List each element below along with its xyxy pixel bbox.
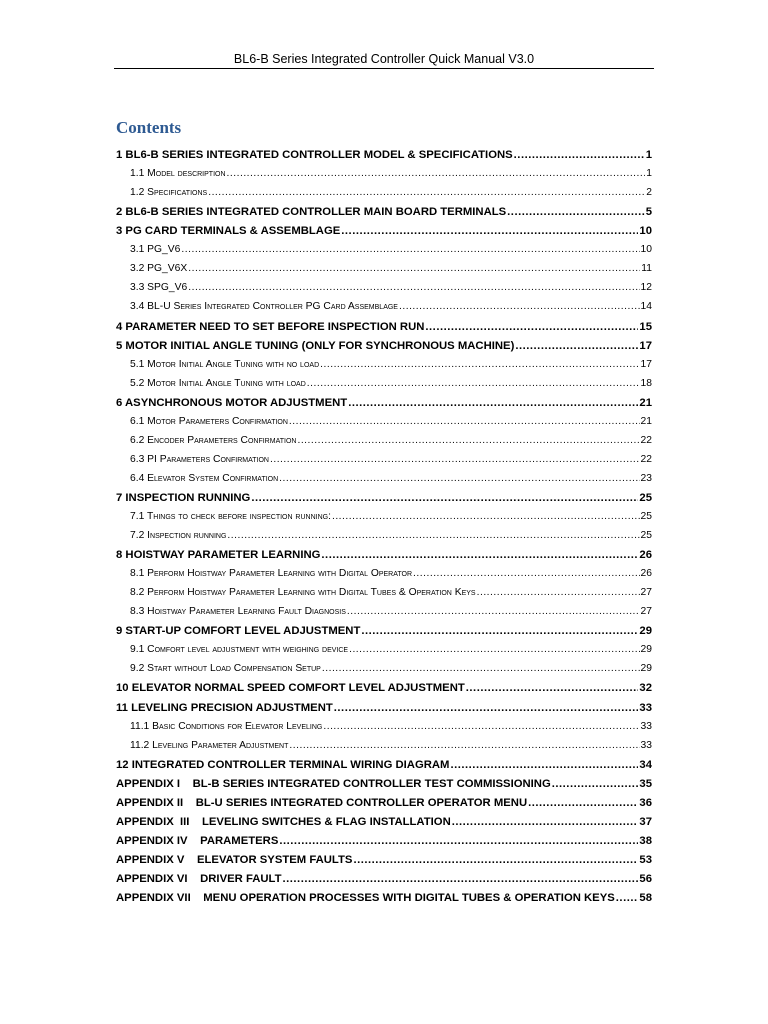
toc-section-entry[interactable]: [130, 359, 652, 377]
toc-page-number: 29: [639, 625, 652, 638]
toc-page-number: 27: [640, 587, 652, 599]
toc-dot-leader: [477, 587, 640, 598]
toc-entry-title: 3 PG CARD TERMINALS & ASSEMBLAGE: [116, 225, 341, 238]
toc-section-entry[interactable]: [130, 568, 652, 586]
toc-dot-leader: [341, 225, 638, 237]
toc-page-number: 21: [639, 396, 652, 409]
toc-entry-title: 8.1 Perform Hoistway Parameter Learning with Digital Operator: [130, 568, 413, 580]
toc-page-number: 10: [639, 225, 652, 238]
toc-page-number: 26: [640, 568, 652, 580]
toc-entry-title: APPENDIX IV PARAMETERS: [116, 834, 279, 847]
toc-chapter-entry[interactable]: [116, 206, 652, 224]
toc-section-entry[interactable]: [130, 244, 652, 262]
toc-chapter-entry[interactable]: [116, 492, 652, 510]
toc-page-number: 35: [639, 777, 652, 790]
toc-page-number: 18: [640, 377, 652, 389]
toc-page-number: 34: [639, 758, 652, 771]
toc-dot-leader: [450, 759, 638, 771]
toc-page-number: 37: [639, 815, 652, 828]
toc-page-number: 29: [640, 644, 652, 656]
toc-section-entry[interactable]: [130, 263, 652, 281]
toc-entry-title: 12 INTEGRATED CONTROLLER TERMINAL WIRING DIAGRAM: [116, 758, 450, 771]
toc-dot-leader: [297, 435, 639, 446]
toc-section-entry[interactable]: [130, 168, 652, 186]
toc-page-number: 26: [639, 549, 652, 561]
toc-dot-leader: [320, 359, 639, 370]
toc-entry-title: 11.2 Leveling Parameter Adjustment: [130, 739, 289, 751]
toc-page-number: 23: [640, 472, 652, 484]
toc-dot-leader: [289, 740, 639, 751]
toc-dot-leader: [507, 206, 645, 218]
toc-page-number: 53: [639, 853, 652, 866]
toc-chapter-entry[interactable]: [116, 759, 652, 777]
toc-page-number: 21: [640, 415, 652, 427]
toc-dot-leader: [528, 797, 638, 809]
toc-entry-title: 2 BL6-B SERIES INTEGRATED CONTROLLER MAIN BOARD TERMINALS: [116, 206, 507, 219]
toc-page-number: 33: [639, 701, 652, 714]
toc-entry-title: 6.3 PI Parameters Confirmation: [130, 453, 269, 465]
toc-section-entry[interactable]: [130, 530, 652, 548]
toc-chapter-entry[interactable]: [116, 340, 652, 358]
toc-dot-leader: [227, 168, 646, 179]
toc-section-entry[interactable]: [130, 606, 652, 624]
toc-dot-leader: [334, 702, 639, 714]
toc-chapter-entry[interactable]: [116, 797, 652, 815]
toc-dot-leader: [332, 511, 640, 522]
toc-entry-title: 7 INSPECTION RUNNING: [116, 491, 251, 504]
toc-chapter-entry[interactable]: [116, 149, 652, 167]
toc-dot-leader: [349, 644, 639, 655]
toc-entry-title: 9.2 Start without Load Compensation Setup: [130, 663, 321, 675]
toc-dot-leader: [270, 454, 640, 465]
toc-entry-title: 6.4 Elevator System Confirmation: [130, 472, 279, 484]
toc-page-number: 58: [639, 892, 652, 904]
contents-heading: Contents: [116, 118, 182, 137]
toc-dot-leader: [188, 282, 639, 293]
toc-dot-leader: [321, 549, 638, 561]
toc-page-number: 56: [639, 872, 652, 885]
toc-dot-leader: [466, 682, 639, 694]
toc-dot-leader: [399, 301, 640, 312]
toc-entry-title: 4 PARAMETER NEED TO SET BEFORE INSPECTION RUN: [116, 320, 425, 333]
toc-entry-title: 6.2 Encoder Parameters Confirmation: [130, 434, 297, 446]
toc-page-number: 33: [640, 739, 652, 751]
toc-chapter-entry[interactable]: [116, 397, 652, 415]
toc-page-number: 1: [645, 149, 652, 161]
toc-page-number: 17: [639, 339, 652, 352]
toc-entry-title: 3.3 SPG_V6: [130, 282, 188, 294]
toc-entry-title: 6.1 Motor Parameters Confirmation: [130, 415, 288, 427]
toc-entry-title: 10 ELEVATOR NORMAL SPEED COMFORT LEVEL ADJUSTMENT: [116, 682, 465, 695]
toc-dot-leader: [289, 416, 640, 427]
toc-entry-title: 1 BL6-B SERIES INTEGRATED CONTROLLER MODEL & SPECIFICATIONS: [116, 149, 513, 161]
toc-dot-leader: [323, 721, 639, 732]
toc-section-entry[interactable]: [130, 187, 652, 205]
toc-chapter-entry[interactable]: [116, 682, 652, 700]
toc-page-number: 25: [640, 530, 652, 541]
toc-page-number: 36: [639, 796, 652, 809]
toc-entry-title: 8 HOISTWAY PARAMETER LEARNING: [116, 549, 321, 561]
toc-section-entry[interactable]: [130, 454, 652, 472]
toc-chapter-entry[interactable]: [116, 549, 652, 567]
toc-dot-leader: [425, 321, 638, 333]
toc-dot-leader: [514, 149, 645, 161]
toc-chapter-entry[interactable]: [116, 625, 652, 643]
toc-entry-title: APPENDIX V ELEVATOR SYSTEM FAULTS: [116, 853, 353, 866]
toc-entry-title: APPENDIX II BL-U SERIES INTEGRATED CONTROLLER OPERATOR MENU: [116, 796, 528, 809]
toc-entry-title: APPENDIX VI DRIVER FAULT: [116, 872, 282, 885]
toc-dot-leader: [188, 263, 640, 274]
toc-dot-leader: [361, 625, 638, 637]
toc-dot-leader: [279, 835, 638, 847]
toc-entry-title: 3.1 PG_V6: [130, 244, 181, 256]
toc-page-number: 5: [645, 206, 652, 219]
toc-page-number: 15: [639, 320, 652, 333]
toc-chapter-entry[interactable]: [116, 892, 652, 910]
toc-dot-leader: [251, 492, 638, 504]
toc-entry-title: 7.1 Things to check before inspection running:: [130, 510, 331, 522]
toc-dot-leader: [616, 892, 639, 904]
toc-dot-leader: [283, 873, 639, 885]
toc-entry-title: 6 ASYNCHRONOUS MOTOR ADJUSTMENT: [116, 396, 348, 409]
toc-chapter-entry[interactable]: [116, 321, 652, 339]
toc-entry-title: 1.1 Model description: [130, 168, 226, 180]
toc-entry-title: 1.2 Specifications: [130, 187, 208, 199]
toc-section-entry[interactable]: [130, 721, 652, 739]
toc-page-number: 2: [646, 187, 652, 199]
toc-page-number: 10: [640, 244, 652, 256]
toc-dot-leader: [413, 568, 640, 579]
toc-section-entry[interactable]: [130, 435, 652, 453]
toc-chapter-entry[interactable]: [116, 225, 652, 243]
toc-entry-title: 11.1 Basic Conditions for Elevator Leveling: [130, 720, 323, 732]
toc-page-number: 25: [640, 510, 652, 522]
toc-chapter-entry[interactable]: [116, 702, 652, 720]
toc-page-number: 11: [641, 263, 652, 275]
toc-entry-title: 9 START-UP COMFORT LEVEL ADJUSTMENT: [116, 625, 361, 638]
toc-entry-title: 5.2 Motor Initial Angle Tuning with load: [130, 377, 306, 389]
toc-page-number: 22: [640, 453, 652, 465]
toc-section-entry[interactable]: [130, 740, 652, 758]
toc-dot-leader: [353, 854, 638, 866]
toc-dot-leader: [552, 778, 639, 790]
toc-entry-title: 5 MOTOR INITIAL ANGLE TUNING (ONLY FOR SYNCHRONOUS MACHINE): [116, 339, 515, 352]
toc-dot-leader: [452, 816, 639, 828]
toc-dot-leader: [348, 397, 638, 409]
toc-entry-title: 11 LEVELING PRECISION ADJUSTMENT: [116, 701, 333, 714]
toc-entry-title: APPENDIX III LEVELING SWITCHES & FLAG INSTALLATION: [116, 815, 451, 828]
toc-dot-leader: [279, 473, 639, 484]
toc-page-number: 27: [640, 606, 652, 618]
toc-entry-title: 3.4 BL-U Series Integrated Controller PG Card Assemblage: [130, 301, 398, 313]
toc-page-number: 25: [639, 491, 652, 504]
toc-section-entry[interactable]: [130, 663, 652, 681]
toc-entry-title: APPENDIX I BL-B SERIES INTEGRATED CONTROLLER TEST COMMISSIONING: [116, 777, 551, 790]
toc-section-entry[interactable]: [130, 644, 652, 662]
toc-page-number: 14: [640, 301, 652, 313]
toc-chapter-entry[interactable]: [116, 835, 652, 853]
toc-section-entry[interactable]: [130, 416, 652, 434]
toc-entry-title: 3.2 PG_V6X: [130, 263, 188, 275]
toc-dot-leader: [347, 606, 640, 617]
toc-entry-title: 8.2 Perform Hoistway Parameter Learning with Digital Tubes & Operation Keys: [130, 587, 476, 599]
toc-page-number: 17: [640, 358, 652, 370]
toc-page-number: 29: [640, 663, 652, 675]
toc-entry-title: 8.3 Hoistway Parameter Learning Fault Diagnosis: [130, 606, 346, 618]
toc-section-entry[interactable]: [130, 511, 652, 529]
toc-page-number: 12: [640, 282, 652, 294]
toc-chapter-entry[interactable]: [116, 778, 652, 796]
toc-dot-leader: [515, 340, 638, 352]
toc-entry-title: APPENDIX VII MENU OPERATION PROCESSES WITH DIGITAL TUBES & OPERATION KEYS: [116, 892, 615, 904]
toc-chapter-entry[interactable]: [116, 873, 652, 891]
toc-section-entry[interactable]: [130, 473, 652, 491]
toc-section-entry[interactable]: [130, 301, 652, 319]
page-header-title: BL6-B Series Integrated Controller Quick Manual V3.0: [233, 52, 535, 66]
toc-chapter-entry[interactable]: [116, 854, 652, 872]
toc-dot-leader: [181, 244, 639, 255]
toc-section-entry[interactable]: [130, 378, 652, 396]
toc-section-entry[interactable]: [130, 587, 652, 605]
toc-page-number: 38: [639, 834, 652, 847]
toc-dot-leader: [208, 187, 645, 198]
toc-page-number: 22: [640, 434, 652, 446]
toc-entry-title: 5.1 Motor Initial Angle Tuning with no load: [130, 358, 320, 370]
toc-entry-title: 7.2 Inspection running: [130, 530, 227, 541]
toc-page-number: 33: [640, 720, 652, 732]
toc-dot-leader: [322, 663, 640, 674]
toc-section-entry[interactable]: [130, 282, 652, 300]
toc-page-number: 1: [646, 168, 652, 180]
toc-entry-title: 9.1 Comfort level adjustment with weighing device: [130, 644, 349, 656]
toc-dot-leader: [307, 378, 640, 389]
header-divider: [114, 68, 654, 69]
toc-dot-leader: [227, 530, 639, 541]
toc-chapter-entry[interactable]: [116, 816, 652, 834]
toc-page-number: 32: [639, 682, 652, 695]
